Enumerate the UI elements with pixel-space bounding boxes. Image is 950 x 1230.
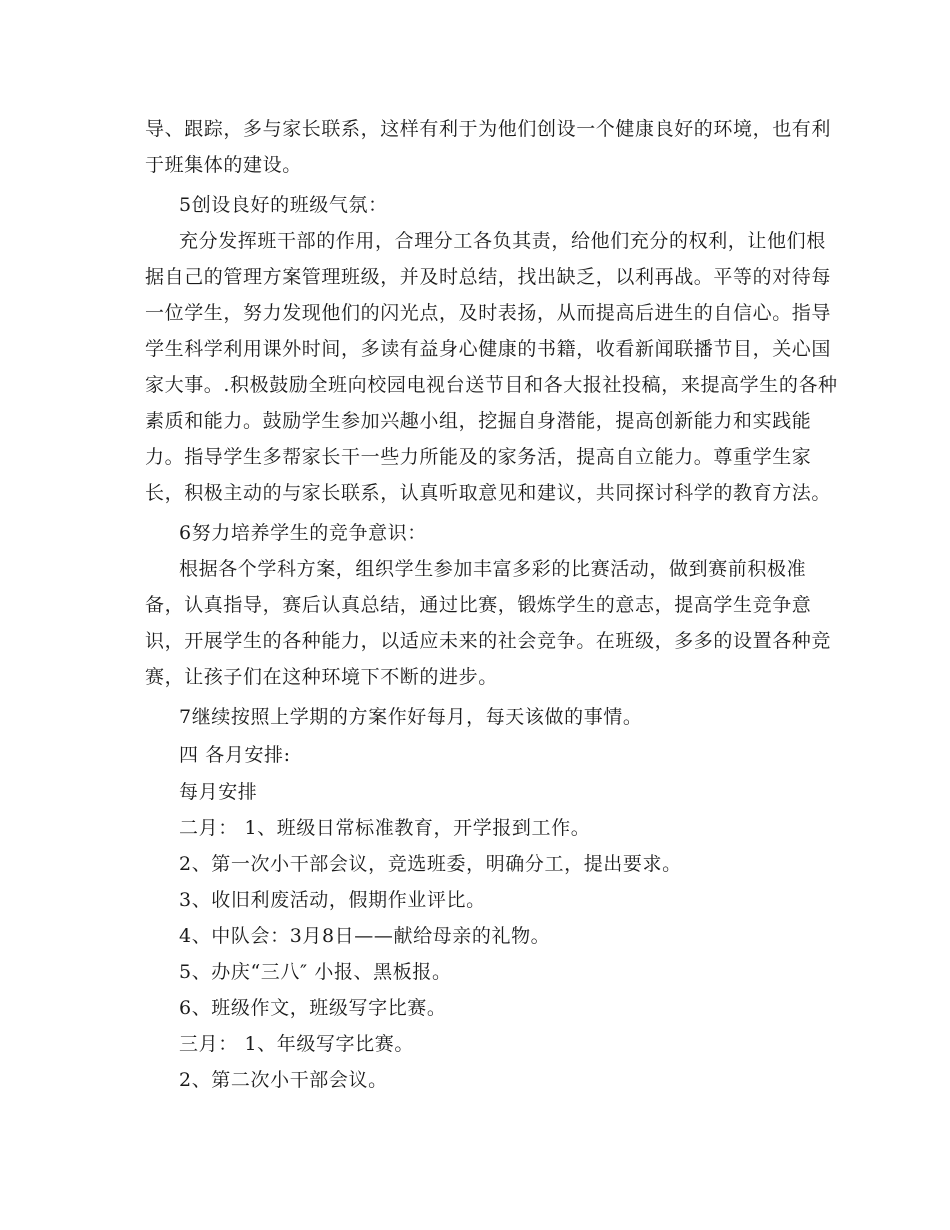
paragraph-line: 素质和能力。鼓励学生参加兴趣小组，挖掘自身潜能，提高创新能力和实践能	[145, 410, 812, 432]
section-heading: 6努力培养学生的竞争意识：	[179, 522, 427, 544]
paragraph-line: 于班集体的建设。	[145, 154, 302, 176]
schedule-item: 5、办庆“三八″ 小报、黑板报。	[179, 961, 452, 983]
paragraph-line: 学生科学利用课外时间，多读有益身心健康的书籍，收看新闻联播节目，关心国	[145, 338, 832, 360]
schedule-item: 2、第二次小干部会议。	[179, 1069, 388, 1091]
schedule-item: 二月： 1、班级日常标准教育，开学报到工作。	[179, 817, 591, 839]
paragraph-line: 一位学生，努力发现他们的闪光点，及时表扬，从而提高后进生的自信心。指导	[145, 302, 832, 324]
section-heading: 四 各月安排:	[179, 744, 291, 766]
subsection-heading: 每月安排	[179, 781, 258, 803]
schedule-item: 三月： 1、年级写字比赛。	[179, 1033, 414, 1055]
paragraph-line: 识，开展学生的各种能力，以适应未来的社会竞争。在班级，多多的设置各种竞	[145, 630, 832, 652]
paragraph-line: 赛，让孩子们在这种环境下不断的进步。	[145, 666, 498, 688]
paragraph-line: 长，积极主动的与家长联系，认真听取意见和建议，共同探讨科学的教育方法。	[145, 482, 832, 504]
schedule-item: 2、第一次小干部会议，竞选班委，明确分工，提出要求。	[179, 853, 682, 875]
paragraph-line: 据自己的管理方案管理班级，并及时总结，找出缺乏，以利再战。平等的对待每	[145, 266, 832, 288]
paragraph-line: 导、跟踪，多与家长联系，这样有利于为他们创设一个健康良好的环境，也有利	[145, 118, 832, 140]
paragraph-line: 家大事。.积极鼓励全班向校园电视台送节目和各大报社投稿，来提高学生的各种	[145, 374, 838, 396]
paragraph-line: 7继续按照上学期的方案作好每月，每天该做的事情。	[179, 706, 643, 728]
paragraph-line: 备，认真指导，赛后认真总结，通过比赛，锻炼学生的意志，提高学生竞争意	[145, 594, 812, 616]
paragraph-line: 根据各个学科方案，组织学生参加丰富多彩的比赛活动，做到赛前积极准	[179, 558, 807, 580]
schedule-item: 4、中队会：3月8日——献给母亲的礼物。	[179, 925, 551, 947]
schedule-item: 6、班级作文，班级写字比赛。	[179, 997, 447, 1019]
paragraph-line: 充分发挥班干部的作用，合理分工各负其责，给他们充分的权利，让他们根	[179, 230, 826, 252]
section-heading: 5创设良好的班级气氛：	[179, 194, 388, 216]
schedule-item: 3、收旧利废活动，假期作业评比。	[179, 889, 486, 911]
paragraph-line: 力。指导学生多帮家长干一些力所能及的家务活，提高自立能力。尊重学生家	[145, 446, 812, 468]
